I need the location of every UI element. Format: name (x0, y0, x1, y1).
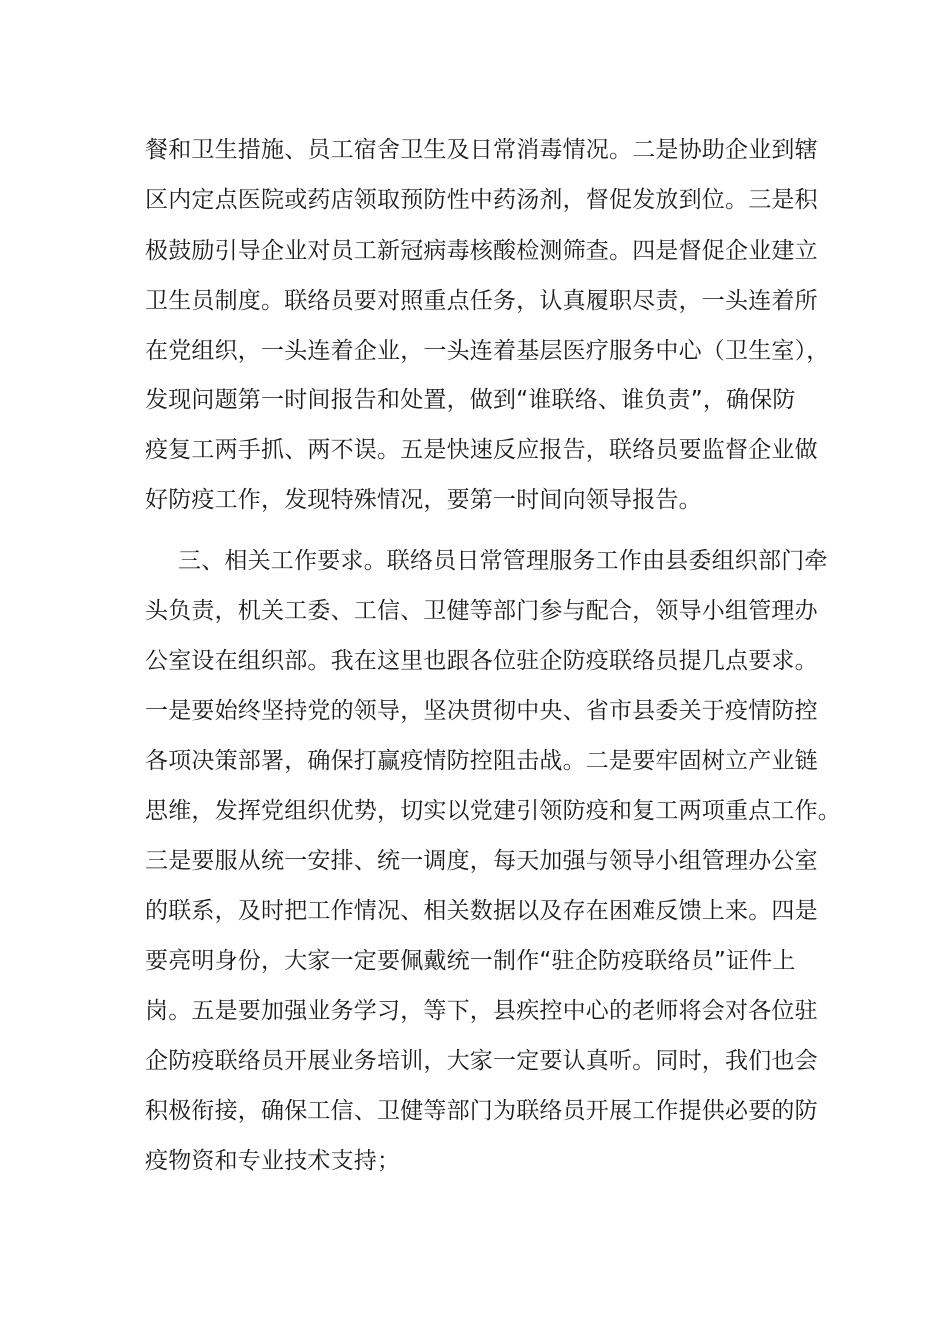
paragraph-2-line-5: 各项决策部署，确保打赢疫情防控阻击战。二是要牢固树立产业链 (145, 748, 818, 774)
paragraph-1-line-1: 餐和卫生措施、员工宿舍卫生及日常消毒情况。二是协助企业到辖 (145, 137, 818, 163)
paragraph-2-line-2: 头负责，机关工委、工信、卫健等部门参与配合，领导小组管理办 (145, 598, 818, 624)
paragraph-2-line-12: 积极衔接，确保工信、卫健等部门为联络员开展工作提供必要的防 (145, 1098, 818, 1124)
paragraph-1-line-7: 疫复工两手抓、两不误。五是快速反应报告，联络员要监督企业做 (145, 437, 818, 463)
paragraph-2-line-8: 的联系，及时把工作情况、相关数据以及存在困难反馈上来。四是 (145, 898, 818, 924)
paragraph-2-line-11: 企防疫联络员开展业务培训，大家一定要认真听。同时，我们也会 (145, 1048, 818, 1074)
paragraph-2-line-10: 岗。五是要加强业务学习，等下，县疾控中心的老师将会对各位驻 (145, 998, 818, 1024)
paragraph-2-line-9: 要亮明身份，大家一定要佩戴统一制作“驻企防疫联络员”证件上 (145, 948, 796, 974)
paragraph-2-line-4: 一是要始终坚持党的领导，坚决贯彻中央、省市县委关于疫情防控 (145, 698, 818, 724)
paragraph-1-line-4: 卫生员制度。联络员要对照重点任务，认真履职尽责，一头连着所 (145, 288, 818, 314)
paragraph-2-line-1: 三、相关工作要求。联络员日常管理服务工作由县委组织部门牵 (178, 548, 828, 574)
paragraph-2-line-7: 三是要服从统一安排、统一调度，每天加强与领导小组管理办公室 (145, 848, 818, 874)
paragraph-2-line-13: 疫物资和专业技术支持； (145, 1148, 401, 1174)
paragraph-2-line-6: 思维，发挥党组织优势，切实以党建引领防疫和复工两项重点工作。 (145, 798, 841, 824)
paragraph-1-line-3: 极鼓励引导企业对员工新冠病毒核酸检测筛查。四是督促企业建立 (145, 238, 818, 264)
paragraph-1-line-8: 好防疫工作，发现特殊情况，要第一时间向领导报告。 (145, 487, 702, 513)
paragraph-1-line-2: 区内定点医院或药店领取预防性中药汤剂，督促发放到位。三是积 (145, 187, 818, 213)
paragraph-2-line-3: 公室设在组织部。我在这里也跟各位驻企防疫联络员提几点要求。 (145, 648, 818, 674)
paragraph-1-line-6: 发现问题第一时间报告和处置，做到“谁联络、谁负责”，确保防 (145, 387, 796, 413)
paragraph-1-line-5: 在党组织，一头连着企业，一头连着基层医疗服务中心（卫生室）， (145, 338, 830, 364)
